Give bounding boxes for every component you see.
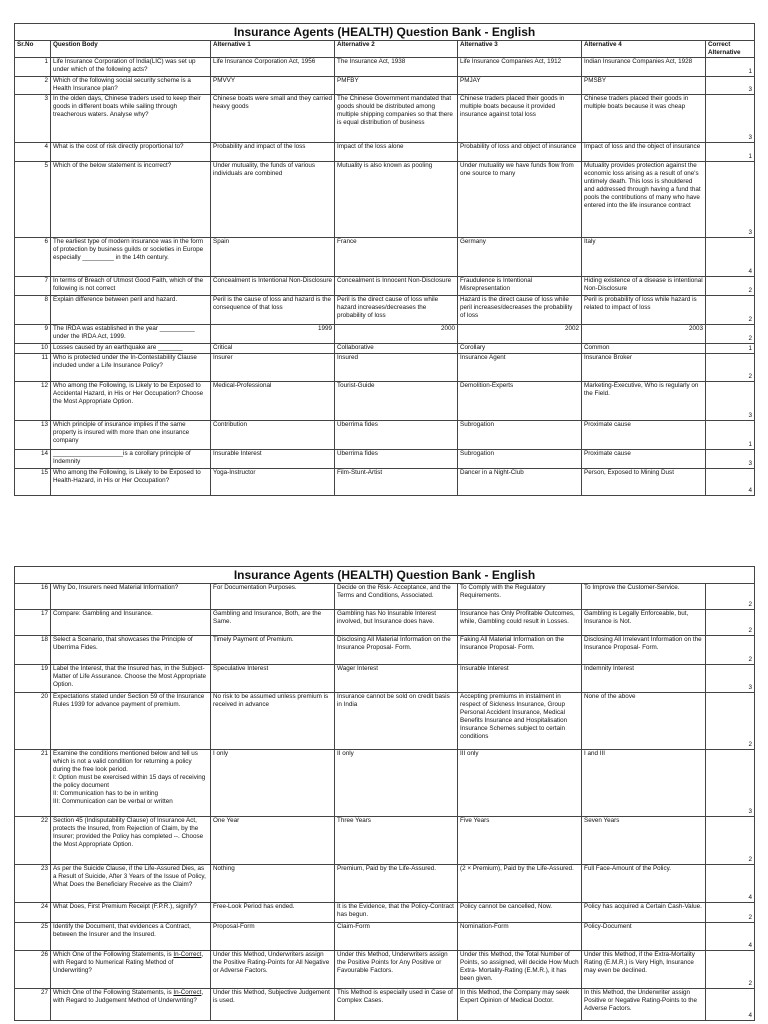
table-row: 8 Explain difference between peril and hazard. Peril is the cause of loss and hazard is the consequence of that loss Peril is the direct cause of loss while hazard increases/decreases the probability of loss Hazard is the direct cause of loss while peril increases/decreases the probability of loss Peril is probability of loss while hazard is related to impact of loss 2 [15,296,755,325]
sheet-title: Insurance Agents (HEALTH) Question Bank - English [15,567,755,584]
table-row: 15 Who among the Following, is Likely to be Exposed to Health-Hazard, in His or Her Occupation? Yoga-Instructor Film-Stunt-Artist Dancer in a Night-Club Person, Exposed to Mining Dust 4 [15,469,755,496]
table-row: 26 Which One of the Following Statements, is In-Correct, with Regard to Numerical Rating Method of Underwriting? Under this Method, Underwriters assign the Positive Rating-Points for All Negative or Adverse Factors. Under this Method, Underwriters assign the Positive Points for Any Positive or Favourable Factors. Under this Method, the Total Number of Points, so assigned, will decide How Much Extra- Mortality-Rating (E.M.R.), it has been given. Under this Method, if the Extra-Mortality Rating (E.M.R.) is Very High, Insurance may even be declined. 2 [15,951,755,989]
table-row: 10 Losses caused by an earthquake are _______ Critical Collaborative Corollary Common 1 [15,344,755,354]
header-question-body: Question Body [51,41,211,58]
table-row: 25 Identify the Document, that evidences a Contract, between the Insurer and the Insured. Proposal-Form Claim-Form Nomination-Form Policy-Document 4 [15,923,755,951]
table-row: 3 In the olden days, Chinese traders used to keep their goods in different boats while sailing through treacherous waters. Analyse why? Chinese boats were small and they carried heavy goods The Chinese Government mandated that goods should be distributed among multiple shipping companies so that there is equal distribution of business Chinese traders placed their goods in multiple boats because it provided insurance against total loss Chinese traders placed their goods in multiple boats because it was cheap 3 [15,95,755,143]
table-row: 6 The earliest type of modern insurance was in the form of protection by business guilds or societies in Europe especially _________ in the 14th century. Spain France Germany Italy 4 [15,238,755,277]
question-table-page-1 [14,23,755,496]
header-alternative-2: Alternative 2 [335,41,458,58]
table-row: 1 Life Insurance Corporation of India(LIC) was set up under which of the following acts? Life Insurance Corporation Act, 1956 The Insurance Act, 1938 Life Insurance Companies Act, 1912 Indian Insurance Companies Act, 1928 1 [15,58,755,77]
table-row: 11 Who is protected under the In-Contestability Clause included under a Life Insurance Policy? Insurer Insured Insurance Agent Insurance Broker 2 [15,354,755,382]
table-row: 12 Who among the Following, is Likely to be Exposed to Accidental Hazard, in His or Her Occupation? Choose the Most Appropriate Option. Medical-Professional Tourist-Guide Demolition-Experts Marketing-Executive, Who is regularly on the Field. 3 [15,382,755,421]
sheet-title: Insurance Agents (HEALTH) Question Bank - English [15,24,755,41]
header-correct-alternative: Correct Alternative [706,41,755,58]
table-row: 2 Which of the following social security scheme is a Health Insurance plan? PMVVY PMFBY PMJAY PMSBY 3 [15,77,755,95]
question-table-page-2 [14,566,755,1021]
table-row: 16 Why Do, Insurers need Material Information? For Documentation Purposes. Decide on the Risk- Acceptance, and the Terms and Conditions, Associated. To Comply with the Regulatory Requirements. To Improve the Customer-Service. 2 [15,584,755,610]
header-alternative-1: Alternative 1 [211,41,335,58]
table-row: 4 What is the cost of risk directly proportional to? Probability and impact of the loss Impact of the loss alone Probability of loss and object of insurance Impact of loss and the object of insurance 1 [15,143,755,162]
table-row: 13 Which principle of insurance implies if the same property is insured with more than one insurance company Contribution Uberrima fides Subrogation Proximate cause 1 [15,421,755,450]
table-row: 7 In terms of Breach of Utmost Good Faith, which of the following is not correct Concealment is Intentional Non-Disclosure Concealment is Innocent Non-Disclosure Fraudulence is Intentional Misrepresentation Hiding existence of a disease is intentional Non-Disclosure 2 [15,277,755,296]
table-row: 22 Section 45 (Indisputability Clause) of Insurance Act, protects the Insured, from Rejection of Claim, by the Insurer; provided the Policy has completed --. Choose the Most Appropriate Option. One Year Three Years Five Years Seven Years 2 [15,817,755,865]
table-row: 21 Examine the conditions mentioned below and tell us which is not a valid condition for returning a policy during the free look period. I: Option must be exercised within 15 days of receiving the policy document II: Communication has to be in writing III: Communication can be verbal or written I only II only III only I and III 3 [15,750,755,817]
header-srno: Sr.No [15,41,51,58]
table-row: 20 Expectations stated under Section 59 of the Insurance Rules 1939 for advance payment of premium. No risk to be assumed unless premium is received in advance Insurance cannot be sold on credit basis in India Accepting premiums in instalment in respect of Sickness Insurance, Group Personal Accident Insurance, Medical Benefits Insurance and Hospitalisation Insurance Schemes subject to certain conditions None of the above 2 [15,693,755,750]
table-row: 19 Label the Interest, that the Insured has, in the Subject-Matter of Life Assurance. Choose the Most Appropriate Option. Speculative Interest Wager Interest Insurable Interest Indemnity Interest 3 [15,665,755,693]
table-row: 17 Compare: Gambling and Insurance. Gambling and Insurance, Both, are the Same. Gambling has No Insurable Interest involved, but Insurance does have. Insurance has Only Profitable Outcomes, while, Gambling could result in Losses. Gambling is Legally Enforceable, but, Insurance is Not. 2 [15,610,755,636]
table-row: 9 The IRDA was established in the year __________ under the IRDA Act, 1999. 1999 2000 2002 2003 2 [15,325,755,344]
table-row: 27 Which One of the Following Statements, is In-Correct, with Regard to Judgement Method of Underwriting? Under this Method, Subjective Judgement is used. This Method is especially used in Case of Complex Cases. In this Method, the Company may seek Expert Opinion of Medical Doctor. In this Method, the Underwriter assign Positive or Negative Rating-Points to the Adverse Factors. 4 [15,989,755,1021]
header-alternative-4: Alternative 4 [582,41,706,58]
table-row: 5 Which of the below statement is incorrect? Under mutuality, the funds of various individuals are combined Mutuality is also known as pooling Under mutuality we have funds flow from one source to many Mutuality provides protection against the economic loss arising as a result of one's untimely death. This loss is shouldered and addressed through having a fund that pools the contributions of many who have entered into the life insurance contract 3 [15,162,755,238]
table-row: 14 ____________________is a corollary principle of Indemnity Insurable Interest Uberrima fides Subrogation Proximate cause 3 [15,450,755,469]
table-row: 24 What Does, First Premium Receipt (F.P.R.), signify? Free-Look Period has ended. It is the Evidence, that the Policy-Contract has begun. Policy cannot be cancelled, Now. Policy has acquired a Certain Cash-Value. 2 [15,903,755,923]
header-alternative-3: Alternative 3 [458,41,582,58]
table-row: 18 Select a Scenario, that showcases the Principle of Uberrima Fides. Timely Payment of Premium. Disclosing All Material Information on the Insurance Proposal- Form. Faking All Material Information on the Insurance Proposal- Form. Disclosing All Irrelevant Information on the Insurance Proposal- Form. 2 [15,636,755,665]
table-row: 23 As per the Suicide Clause, if the Life-Assured Dies, as a Result of Suicide, After 3 Years of the Issue of Policy, What Does the Beneficiary Receive as the Claim? Nothing Premium, Paid by the Life-Assured. (2 × Premium), Paid by the Life-Assured. Full Face-Amount of the Policy. 4 [15,865,755,903]
